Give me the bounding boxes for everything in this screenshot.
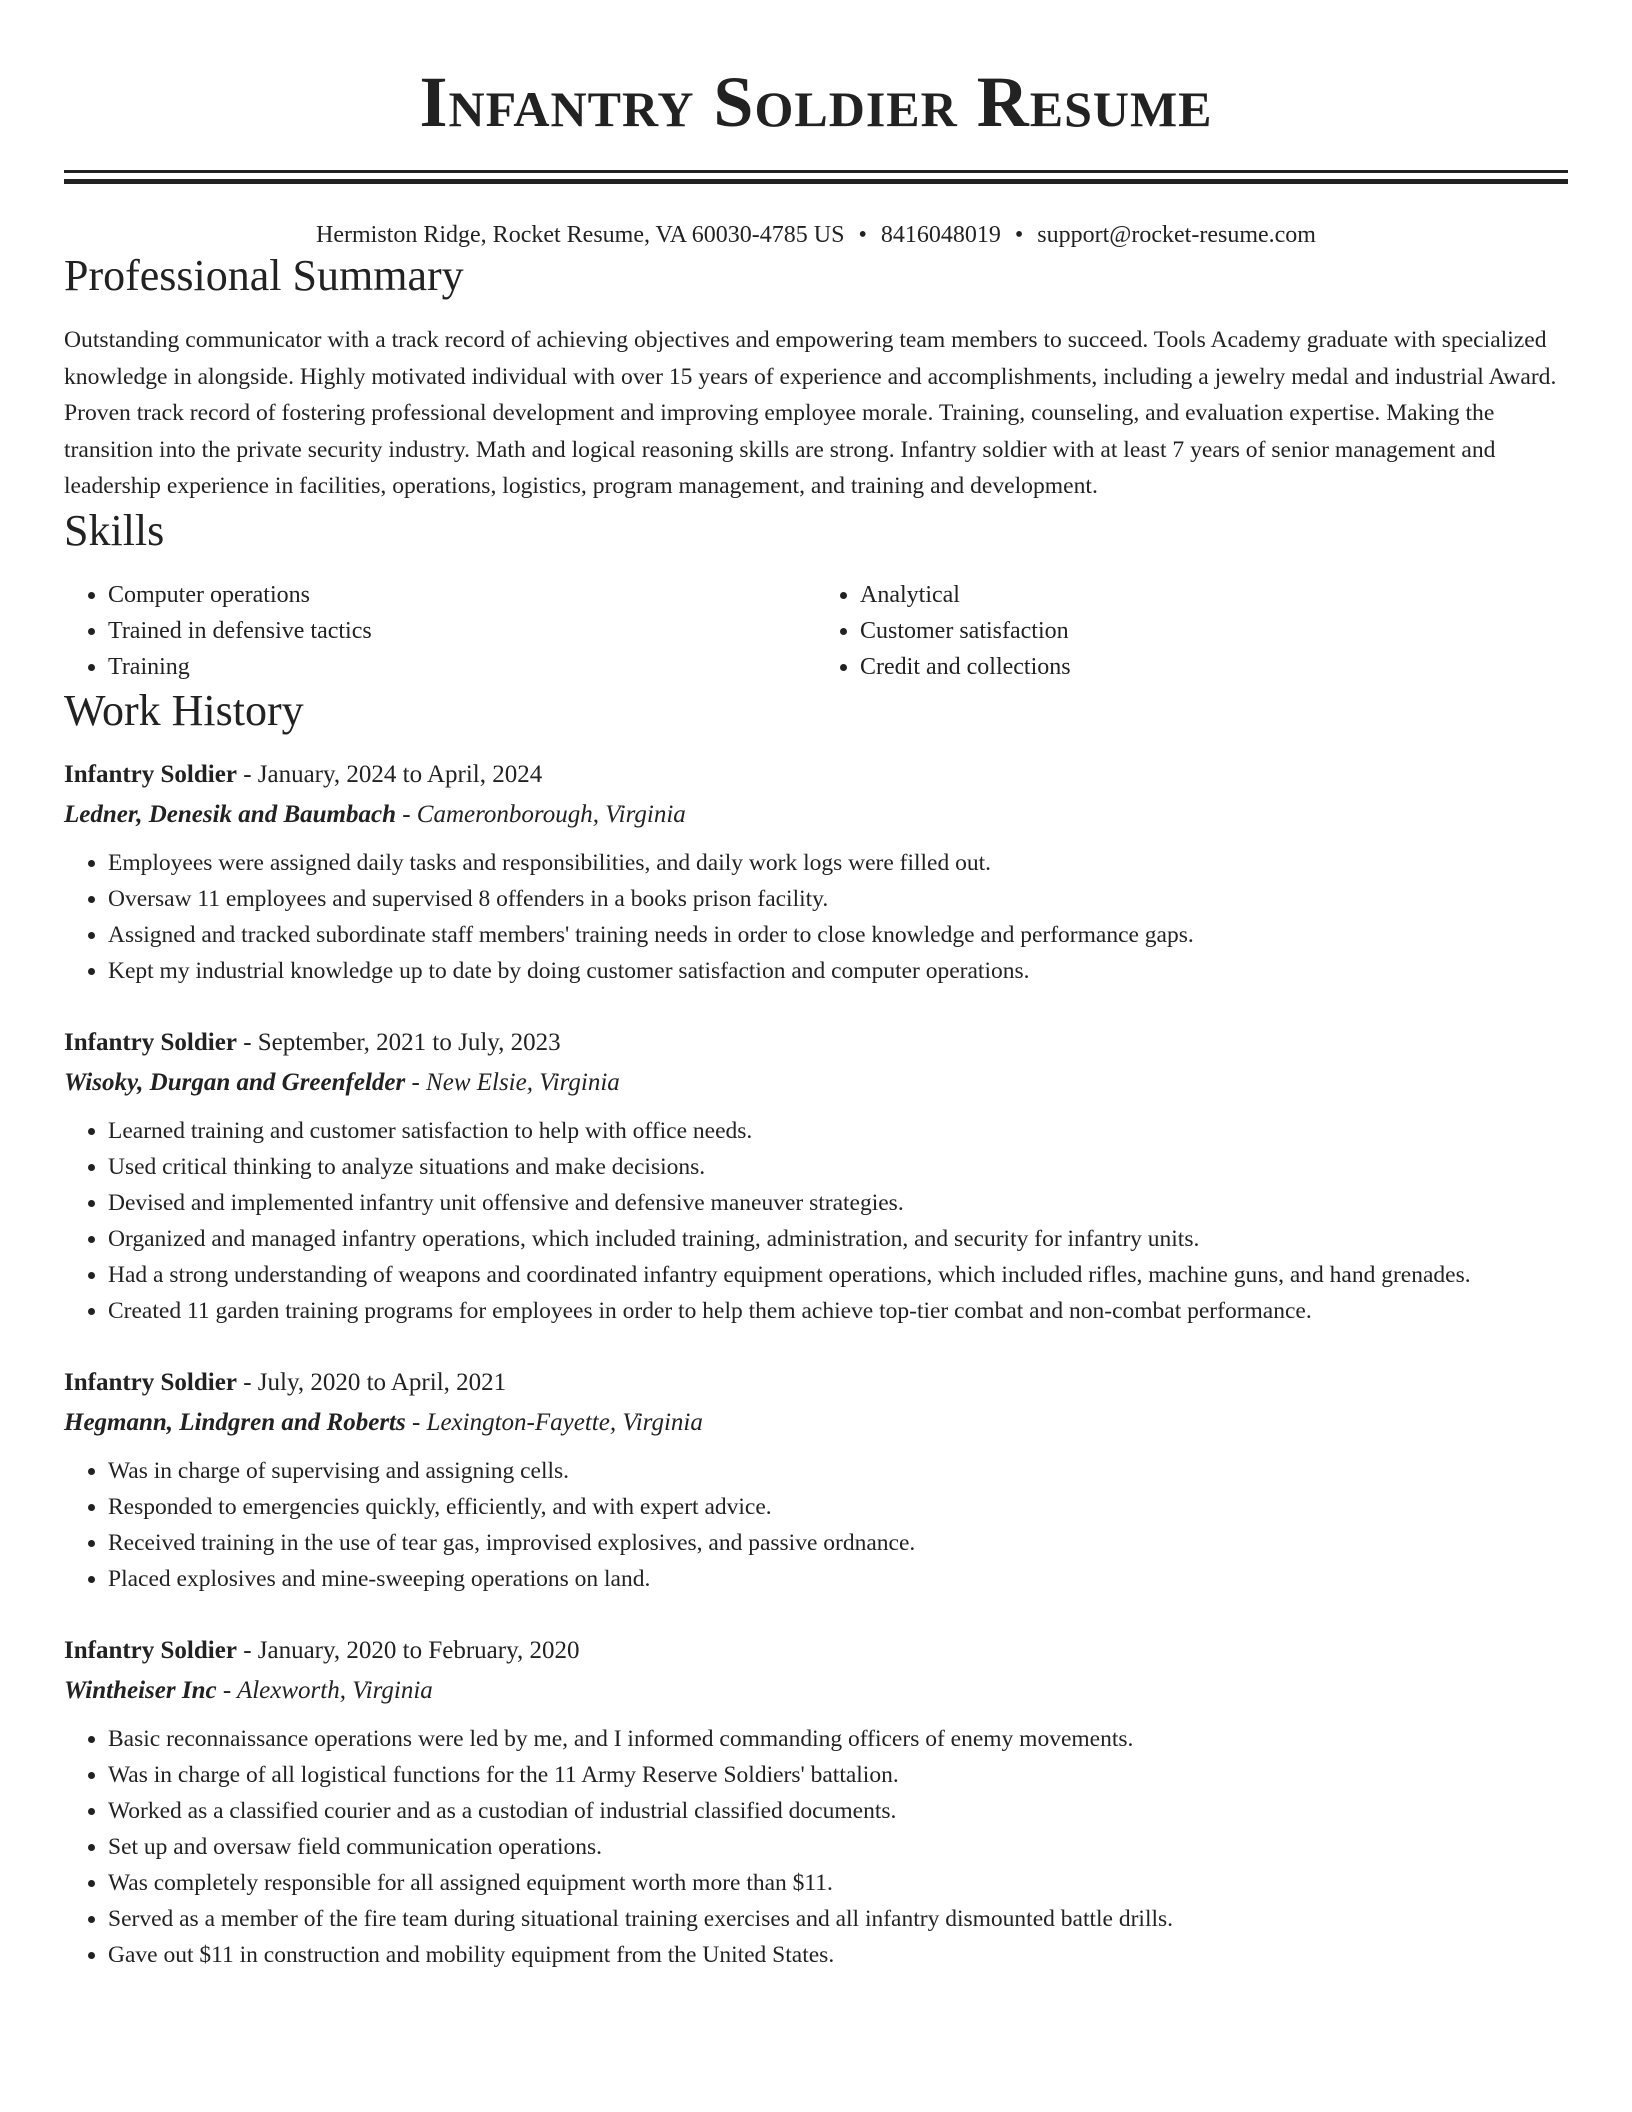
job-role: Infantry Soldier [64, 760, 237, 788]
duty-item: • Devised and implemented infantry unit offensive and defensive maneuver strategies. [108, 1185, 1568, 1221]
job-duties [64, 1113, 1568, 1329]
job-entry [64, 755, 1568, 989]
duty-item: • Kept my industrial knowledge up to date by doing customer satisfaction and computer operations. [108, 953, 1568, 989]
job-company-line [64, 1403, 1568, 1443]
contact-separator: • [858, 222, 867, 248]
job-company-line [64, 1671, 1568, 1711]
job-company-line [64, 795, 1568, 835]
job-role: Infantry Soldier [64, 1368, 237, 1396]
skill-item: • Trained in defensive tactics [108, 613, 816, 649]
duty-item: • Served as a member of the fire team during situational training exercises and all infantry dismounted battle drills. [108, 1901, 1568, 1937]
job-role: Infantry Soldier [64, 1636, 237, 1664]
job-duties [64, 1453, 1568, 1597]
skill-item: • Analytical [860, 577, 1568, 613]
duty-item: • Learned training and customer satisfaction to help with office needs. [108, 1113, 1568, 1149]
contact-separator: • [1014, 222, 1024, 248]
title-divider-thin [64, 170, 1568, 173]
duty-item: • Gave out $11 in construction and mobility equipment from the United States. [108, 1937, 1568, 1973]
skill-item: • Computer operations [108, 577, 816, 613]
job-title-line [64, 1631, 1568, 1671]
job-location: - Alexworth, Virginia [216, 1676, 433, 1704]
job-role: Infantry Soldier [64, 1028, 237, 1056]
job-title-line [64, 1023, 1568, 1063]
job-title-line [64, 1363, 1568, 1403]
duty-item: • Basic reconnaissance operations were led by me, and I informed commanding officers of enemy movements. [108, 1721, 1568, 1757]
skills-columns [64, 577, 1568, 685]
title-divider-thick [64, 179, 1568, 184]
job-duties [64, 845, 1568, 989]
job-entry [64, 1631, 1568, 1973]
job-title-line [64, 755, 1568, 795]
skill-item: • Credit and collections [860, 649, 1568, 685]
job-location: - New Elsie, Virginia [405, 1068, 620, 1096]
job-dates: - September, 2021 to July, 2023 [236, 1028, 561, 1056]
duty-item: • Received training in the use of tear gas, improvised explosives, and passive ordnance. [108, 1525, 1568, 1561]
job-dates: - January, 2024 to April, 2024 [236, 760, 543, 788]
skill-item: • Customer satisfaction [860, 613, 1568, 649]
job-company: Wisoky, Durgan and Greenfelder [64, 1068, 406, 1096]
duty-item: • Used critical thinking to analyze situations and make decisions. [108, 1149, 1568, 1185]
job-duties [64, 1721, 1568, 1973]
duty-item: • Was in charge of all logistical functions for the 11 Army Reserve Soldiers' battalion. [108, 1757, 1568, 1793]
duty-item: • Was in charge of supervising and assigning cells. [108, 1453, 1568, 1489]
job-company-line [64, 1063, 1568, 1103]
summary-text: Outstanding communicator with a track record of achieving objectives and empowering team members to succeed. Tools Academy graduate with specialized knowledge in alongside. Highly motivated individual with over 15 years of experience and accomplishments, including a jewelry medal and industrial Award. Proven track record of fostering professional development and improving employee morale. Training, counseling, and evaluation expertise. Making the transition into the private security industry. Math and logical reasoning skills are strong. Infantry soldier with at least 7 years of senior management and leadership experience in facilities, operations, logistics, program management, and training and development. [64, 327, 1557, 499]
job-company: Hegmann, Lindgren and Roberts [64, 1408, 406, 1436]
skills-list-left [64, 577, 816, 685]
duty-item: • Oversaw 11 employees and supervised 8 offenders in a books prison facility. [108, 881, 1568, 917]
contact-email: support@rocket-resume.com [1037, 222, 1316, 248]
duty-item: • Set up and oversaw field communication operations. [108, 1829, 1568, 1865]
work-history-heading: Work History [64, 685, 304, 735]
duty-item: • Created 11 garden training programs for employees in order to help them achieve top-tier combat and non-combat performance. [108, 1293, 1568, 1329]
duty-item: • Employees were assigned daily tasks and responsibilities, and daily work logs were filled out. [108, 845, 1568, 881]
job-company: Ledner, Denesik and Baumbach [64, 800, 396, 828]
job-dates: - July, 2020 to April, 2021 [236, 1368, 507, 1396]
contact-line [64, 220, 1568, 250]
skill-item: • Training [108, 649, 816, 685]
job-location: - Lexington-Fayette, Virginia [405, 1408, 703, 1436]
contact-phone: 8416048019 [880, 222, 1001, 248]
duty-item: • Had a strong understanding of weapons and coordinated infantry equipment operations, which included rifles, machine guns, and hand grenades. [108, 1257, 1568, 1293]
skills-list-right [816, 577, 1568, 685]
summary-heading: Professional Summary [64, 251, 464, 300]
duty-item: • Responded to emergencies quickly, efficiently, and with expert advice. [108, 1489, 1568, 1525]
duty-item: • Was completely responsible for all assigned equipment worth more than $11. [108, 1865, 1568, 1901]
duty-item: • Worked as a classified courier and as a custodian of industrial classified documents. [108, 1793, 1568, 1829]
job-entry [64, 1023, 1568, 1329]
skills-heading: Skills [64, 505, 165, 555]
duty-item: • Placed explosives and mine-sweeping operations on land. [108, 1561, 1568, 1597]
job-dates: - January, 2020 to February, 2020 [236, 1636, 580, 1664]
duty-item: • Organized and managed infantry operations, which included training, administration, and security for infantry units. [108, 1221, 1568, 1257]
contact-address: Hermiston Ridge, Rocket Resume, VA 60030-4785 US [316, 222, 845, 248]
job-company: Wintheiser Inc [64, 1676, 217, 1704]
resume-title: Infantry Soldier Resume [419, 62, 1213, 142]
duty-item: • Assigned and tracked subordinate staff members' training needs in order to close knowledge and performance gaps. [108, 917, 1568, 953]
job-location: - Cameronborough, Virginia [395, 800, 686, 828]
job-entry [64, 1363, 1568, 1597]
